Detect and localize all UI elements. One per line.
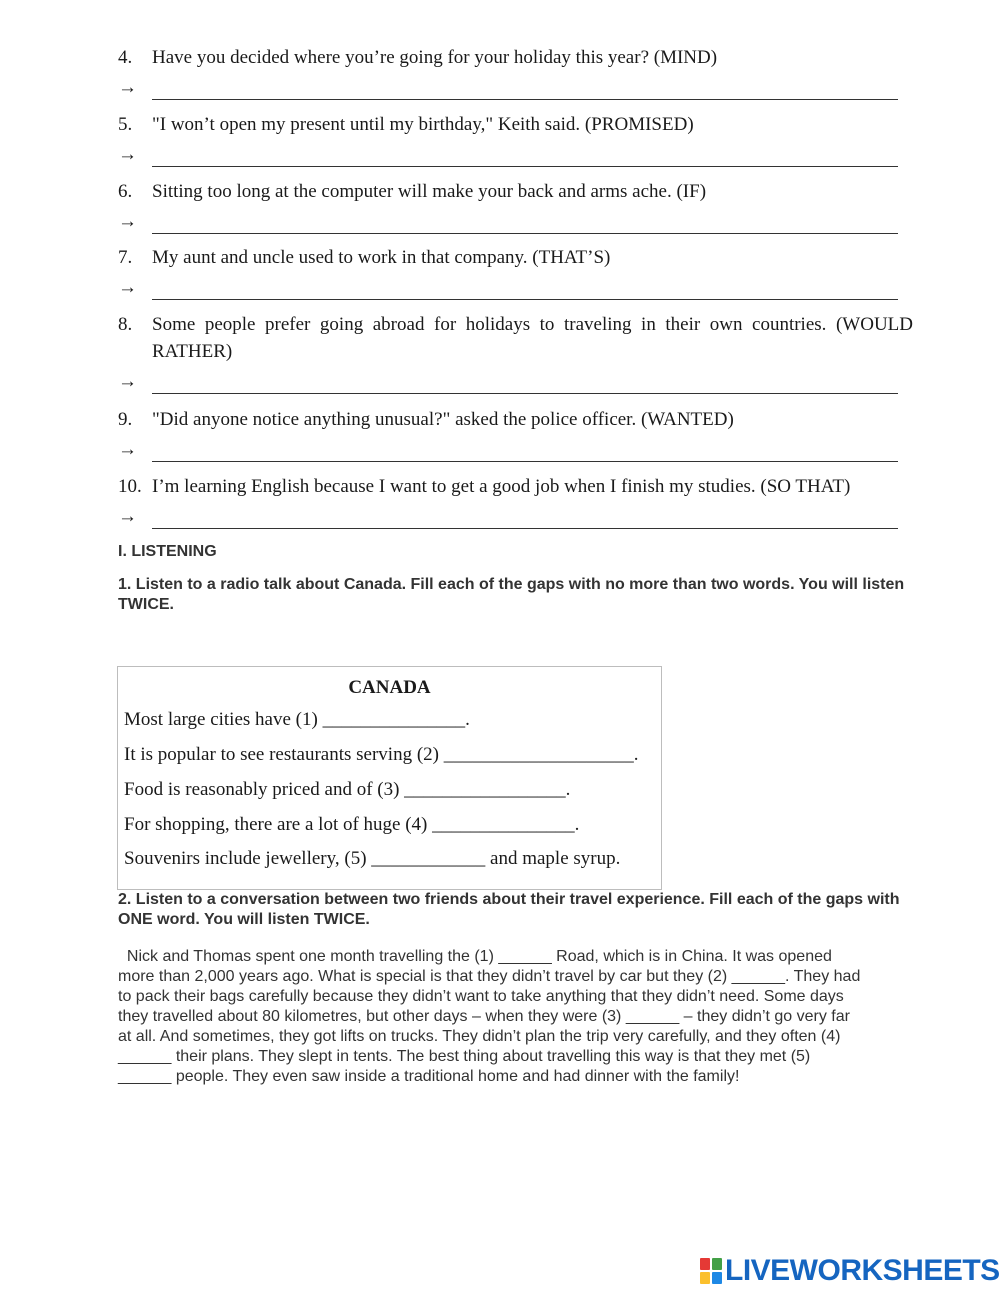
logo-square [712,1272,722,1284]
passage-line[interactable]: ______ their plans. They slept in tents. The best thing about travelling this way is that they met (5) [118,1048,811,1065]
answer-line-4 [118,77,898,102]
logo-square [700,1272,710,1284]
arrow-icon: → [118,211,137,232]
question-6 [118,178,918,205]
arrow-icon: → [118,439,137,460]
passage-line: to pack their bags carefully because they didn’t want to take anything that they didn’t need. Some days [118,988,844,1005]
question-5 [118,111,918,138]
question-text: Sitting too long at the computer will make your back and arms ache. (IF) [152,181,707,202]
logo-square [700,1258,710,1270]
task-1-instructions: 1. Listen to a radio talk about Canada. Fill each of the gaps with no more than two words. You will listen TWICE. [118,576,905,613]
question-7 [118,244,918,271]
canada-gap-5[interactable]: Souvenirs include jewellery, (5) ____________ and maple syrup. [124,848,621,869]
answer-input-10[interactable] [152,509,898,531]
question-number: 4. [118,47,133,68]
question-number: 7. [118,247,133,268]
question-text: Have you decided where you’re going for your holiday this year? (MIND) [152,47,718,68]
answer-line-10 [118,506,898,531]
canada-gap-3[interactable]: Food is reasonably priced and of (3) _________________. [124,779,571,800]
question-8 [118,311,913,365]
question-text: "Did anyone notice anything unusual?" asked the police officer. (WANTED) [152,409,734,430]
canada-gap-1[interactable]: Most large cities have (1) _______________. [124,709,470,730]
question-number: 9. [118,409,133,430]
question-text: "I won’t open my present until my birthday," Keith said. (PROMISED) [152,114,694,135]
arrow-icon: → [118,371,137,392]
canada-title: CANADA [348,677,431,698]
logo-mark-icon [700,1258,722,1284]
question-number: 6. [118,181,133,202]
section-heading-listening: I. LISTENING [118,543,217,560]
question-9 [118,406,918,433]
answer-line-5 [118,144,898,169]
passage-line[interactable]: they travelled about 80 kilometres, but other days – when they were (3) ______ – they didn’t go very far [118,1008,850,1025]
arrow-icon: → [118,77,137,98]
canada-fill-box [117,666,662,890]
canada-gap-2[interactable]: It is popular to see restaurants serving (2) ____________________. [124,744,639,765]
passage-line[interactable]: more than 2,000 years ago. What is special is that they didn’t travel by car but they (2) ______. They had [118,968,861,985]
passage-line[interactable]: at all. And sometimes, they got lifts on trucks. They didn’t plan the trip very carefully, and they often (4) [118,1028,841,1045]
answer-line-6 [118,211,898,236]
arrow-icon: → [118,144,137,165]
question-10 [118,473,918,500]
question-text: I’m learning English because I want to get a good job when I finish my studies. (SO THAT) [152,476,851,497]
logo-wordmark: LIVEWORKSHEETS [725,1254,1000,1287]
task-2-instructions: 2. Listen to a conversation between two friends about their travel experience. Fill each of the gaps with ONE word. You will listen TWICE. [118,891,900,928]
liveworksheets-logo [700,1256,1000,1286]
arrow-icon: → [118,506,137,527]
answer-input-6[interactable] [152,214,898,236]
answer-input-9[interactable] [152,442,898,464]
answer-line-8 [118,371,898,396]
answer-input-4[interactable] [152,80,898,102]
question-4 [118,44,918,71]
question-text: Some people prefer going abroad for holidays to traveling in their own countries. (WOULD RATHER) [152,314,913,362]
passage-line[interactable]: Nick and Thomas spent one month travelling the (1) ______ Road, which is in China. It was opened [118,948,832,965]
arrow-icon: → [118,277,137,298]
question-number: 10. [118,476,142,497]
logo-square [712,1258,722,1270]
question-number: 8. [118,314,133,335]
passage-line[interactable]: ______ people. They even saw inside a traditional home and had dinner with the family! [118,1068,740,1085]
answer-input-7[interactable] [152,280,898,302]
answer-input-8[interactable] [152,374,898,396]
question-text: My aunt and uncle used to work in that company. (THAT’S) [152,247,611,268]
canada-gap-4[interactable]: For shopping, there are a lot of huge (4) _______________. [124,814,580,835]
answer-line-7 [118,277,898,302]
answer-line-9 [118,439,898,464]
question-number: 5. [118,114,133,135]
conversation-passage [118,947,918,1087]
answer-input-5[interactable] [152,147,898,169]
